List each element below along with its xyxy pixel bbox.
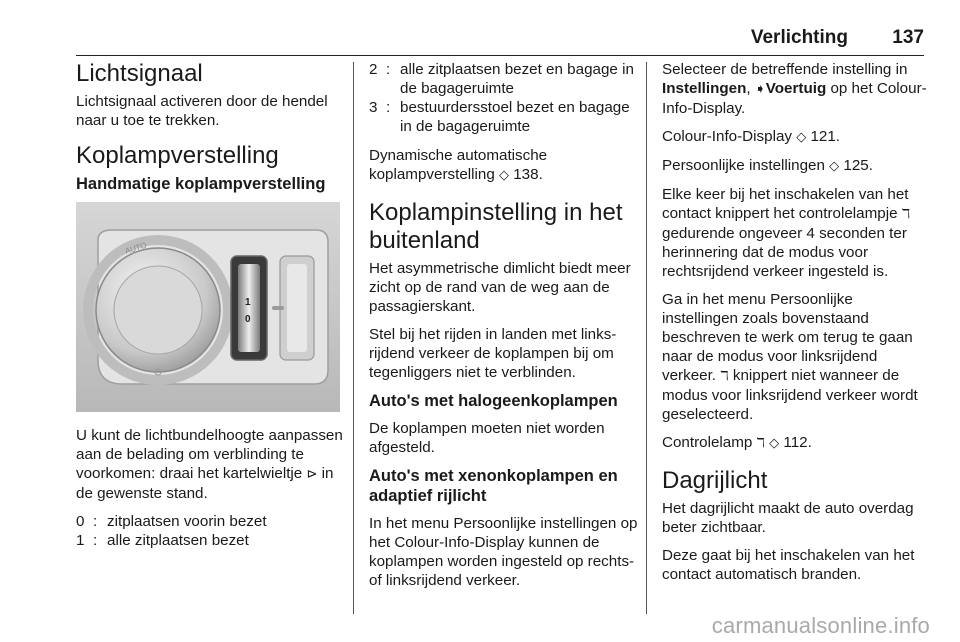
paragraph: Controlelamp ℸ ◇ 112. <box>662 434 812 451</box>
menu-arrow-icon: ➧ <box>754 82 766 97</box>
wheel-icon: ⊳ <box>306 467 318 482</box>
auto-label: AUTO <box>123 240 148 256</box>
paragraph: U kunt de lichtbundelhoogte aanpassen aan de belading om verblinding te voorkomen: draai het kartelwieltje ⊳ in de gewenste stand. <box>76 427 343 502</box>
page-header <box>0 27 960 57</box>
paragraph: Persoonlijke instellingen ◇ 125. <box>662 157 873 174</box>
warning-lamp-icon: ℸ <box>720 369 729 384</box>
page-ref-icon: ◇ <box>499 168 509 183</box>
wheel-label-0: 0 <box>245 314 251 325</box>
column-2 <box>369 60 639 599</box>
list-item: 2 : alle zitplaatsen bezet en bagage in de bagageruimte <box>369 61 634 97</box>
paragraph: Dynamische automatische koplampverstelling ◇ 138. <box>369 147 548 183</box>
heading-halogeen: Auto's met halogeenkoplampen <box>369 392 618 410</box>
paragraph: Elke keer bij het inschakelen van het contact knippert het controlelampje ℸ gedurende ongeveer 4 seconden ter herinnering dat de modus voor rechtsrijdend verkeer ingesteld is. <box>662 186 911 280</box>
light-switch-photo <box>76 202 340 412</box>
warning-lamp-icon: ℸ <box>756 436 765 451</box>
heading-handmatige: Handmatige koplampverstelling <box>76 175 326 193</box>
page-number: 137 <box>892 27 924 48</box>
paragraph: Ga in het menu Persoonlijke instellingen zoals bovenstaand beschreven te werk om terug te gaan naar de modus voor linksrijdend verkeer. ℸ knippert niet wanneer de modus voor linksrijdend verkeer wordt geselecteerd. <box>662 291 918 423</box>
heading-xenon: Auto's met xenonkoplampen en adaptief rijlicht <box>369 467 618 505</box>
paragraph: De koplampen moeten niet worden afgesteld. <box>369 420 605 456</box>
page-ref-icon: ◇ <box>829 159 840 174</box>
column-divider <box>646 62 647 614</box>
paragraph: Lichtsignaal activeren door de hendel naar u toe te trekken. <box>76 93 328 129</box>
page-ref[interactable]: 112 <box>783 434 808 451</box>
legend-list <box>76 512 344 550</box>
legend-list <box>369 60 639 136</box>
page-ref-icon: ◇ <box>769 436 780 451</box>
paragraph: Deze gaat bij het inschakelen van het contact automatisch branden. <box>662 547 915 583</box>
page-ref[interactable]: 125 <box>843 157 869 174</box>
paragraph: Het dagrijlicht maakt de auto overdag beter zichtbaar. <box>662 500 914 536</box>
heading-dagrijlicht: Dagrijlicht <box>662 467 768 494</box>
page-ref[interactable]: 121 <box>810 128 836 145</box>
column-1 <box>76 60 344 560</box>
section-title: Verlichting <box>750 27 848 48</box>
page-ref[interactable]: 138 <box>513 166 539 183</box>
warning-lamp-icon: ℸ <box>901 207 911 222</box>
watermark: carmanualsonline.info <box>711 613 930 638</box>
wheel-label-1: 1 <box>245 297 251 308</box>
paragraph: In het menu Persoonlijke instellingen op het Colour-Info-Display kunnen de koplampen worden ingesteld op rechts- of linksrijdend verkeer. <box>369 515 638 589</box>
menu-voertuig: Voertuig <box>765 80 827 97</box>
list-item: 1 : alle zitplaatsen bezet <box>76 532 249 549</box>
menu-instellingen: Instellingen <box>662 80 747 97</box>
header-rule <box>76 55 924 56</box>
paragraph: Stel bij het rijden in landen met links-rijdend verkeer de koplampen bij om tegenliggers niet te verblinden. <box>369 326 617 381</box>
page-ref-icon: ◇ <box>796 130 807 145</box>
heading-koplampverstelling: Koplampverstelling <box>76 142 279 169</box>
list-item: 0 : zitplaatsen voorin bezet <box>76 513 267 530</box>
paragraph: Colour-Info-Display ◇ 121. <box>662 128 841 145</box>
heading-lichtsignaal: Lichtsignaal <box>76 60 203 87</box>
column-divider <box>353 62 354 614</box>
heading-koplampinstelling: Koplampinstelling in het buitenland <box>369 199 623 254</box>
column-3 <box>662 60 932 593</box>
list-item: 3 : bestuurdersstoel bezet en bagage in de bagageruimte <box>369 99 630 135</box>
paragraph: Het asymmetrische dimlicht biedt meer zicht op de rand van de weg aan de passagierskant. <box>369 260 631 315</box>
paragraph: Selecteer de betreffende instelling in Instellingen, ➧Voertuig op het Colour-Info-Display. <box>662 61 927 117</box>
